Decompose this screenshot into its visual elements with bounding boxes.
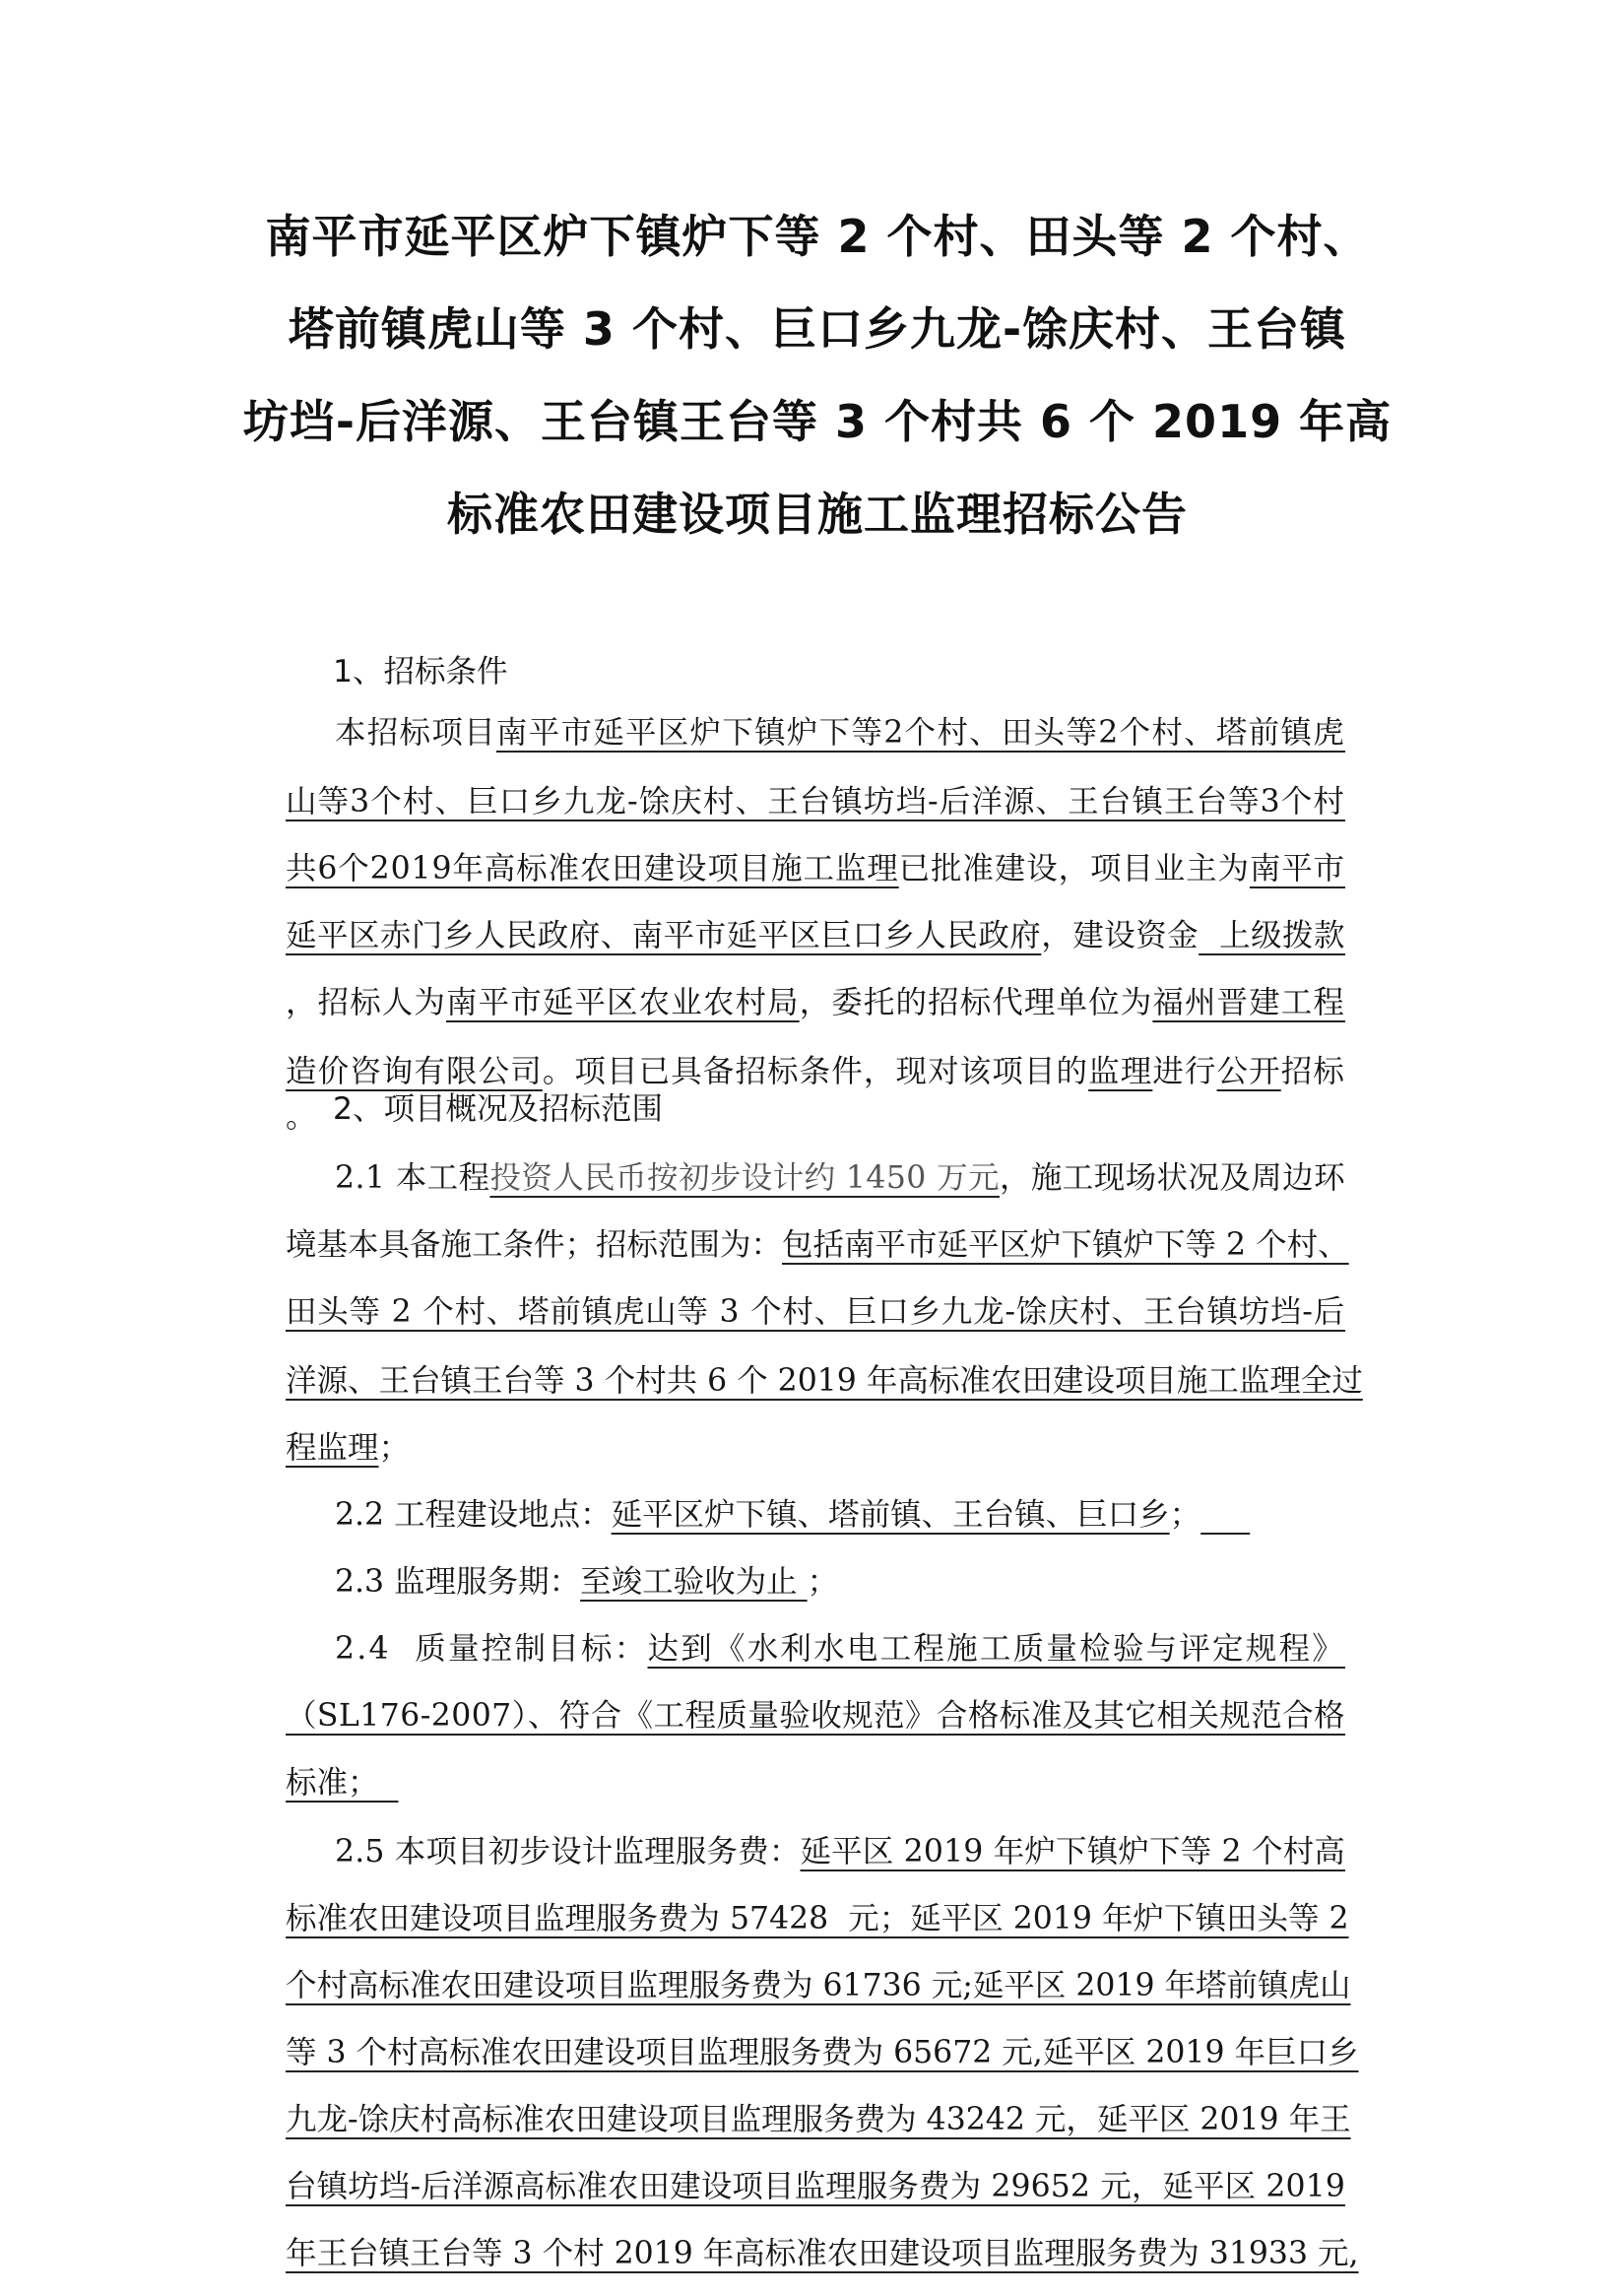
text-run: ，招标人为: [286, 985, 447, 1020]
title-line: 标准农田建设项目施工监理招标公告: [447, 488, 1188, 541]
paragraph-line: [286, 2163, 1345, 2210]
underlined-text: [1200, 1497, 1250, 1533]
paragraph-line: [286, 1692, 1345, 1739]
paragraph-line: [286, 1357, 1363, 1405]
paragraph-line: [286, 1093, 317, 1141]
paragraph-line: [335, 1491, 1250, 1539]
underlined-text: 监理: [1088, 1054, 1153, 1089]
text-run: ，施工现场状况及周边环: [999, 1160, 1345, 1196]
paragraph-line: [286, 2029, 1359, 2076]
section-1-heading: 1、招标条件: [333, 654, 508, 689]
underlined-text: 延平区 2019 年炉下镇炉下等 2 个村高: [800, 1834, 1345, 1870]
text-run: 2.1 本工程: [335, 1160, 490, 1196]
underlined-text: 上级拨款: [1199, 918, 1346, 953]
paragraph-line: [286, 2096, 1351, 2143]
underlined-text: 标准农田建设项目监理服务费为 57428 元；延平区 2019 年炉下镇田头等 2: [286, 1901, 1349, 1936]
paragraph-line: [286, 1759, 399, 1806]
text-run: ，建设资金: [1041, 918, 1200, 953]
underlined-text: 九龙-馀庆村高标准农田建设项目监理服务费为 43242 元，延平区 2019 年王: [286, 2102, 1351, 2137]
underlined-text: 个村高标准农田建设项目监理服务费为 61736 元;延平区 2019 年塔前镇虎山: [286, 1968, 1351, 2003]
underlined-text: 南平市延平区炉下镇炉下等2个村、田头等2个村、塔前镇虎: [495, 715, 1345, 751]
paragraph-line: [335, 1154, 1345, 1202]
paragraph-line: [286, 979, 1345, 1026]
paragraph-line: [286, 1895, 1349, 1942]
underlined-text: 田头等 2 个村、塔前镇虎山等 3 个村、巨口乡九龙-馀庆村、王台镇坊垱-后: [286, 1294, 1345, 1330]
paragraph-line: [286, 912, 1345, 959]
underlined-text: 等 3 个村高标准农田建设项目监理服务费为 65672 元,延平区 2019 年巨口乡: [286, 2035, 1359, 2070]
text-run: 2.5 本项目初步设计监理服务费：: [335, 1834, 801, 1870]
underlined-text: 南平市延平区农业农村局: [446, 985, 800, 1020]
paragraph-line: [286, 1221, 1349, 1269]
text-run: 2.2 工程建设地点：: [335, 1497, 612, 1533]
text-run: ，委托的招标代理单位为: [799, 985, 1153, 1020]
underlined-text: 南平市: [1249, 851, 1345, 886]
paragraph-line: [335, 1828, 1345, 1875]
text-run: 本招标项目: [335, 715, 496, 751]
text-run: 进行: [1152, 1054, 1217, 1089]
underlined-text: 福州晋建工程: [1152, 985, 1345, 1020]
underlined-text: 标准；: [286, 1765, 399, 1801]
title-line: 坊垱-后洋源、王台镇王台等 3 个村共 6 个 2019 年高: [242, 395, 1393, 448]
section-2-heading: 2、项目概况及招标范围: [333, 1091, 664, 1127]
underlined-text: 延平区炉下镇、塔前镇、王台镇、巨口乡: [611, 1497, 1170, 1533]
text-run: 已批准建设，项目业主为: [898, 851, 1250, 886]
title-line: 塔前镇虎山等 3 个村、巨口乡九龙-馀庆村、王台镇: [288, 302, 1347, 356]
text-run: ；: [807, 1564, 839, 1600]
text-run: ；: [378, 1430, 411, 1466]
paragraph-line: [286, 2230, 1359, 2277]
underlined-text: 山等3个村、巨口乡九龙-馀庆村、王台镇坊垱-后洋源、王台镇王台等3个村: [286, 784, 1345, 820]
text-run: 境基本具备施工条件；招标范围为：: [286, 1227, 783, 1263]
paragraph-line: [286, 778, 1345, 825]
underlined-text: 造价咨询有限公司: [286, 1054, 543, 1089]
underlined-text: 程监理: [286, 1430, 379, 1466]
paragraph-line: [286, 1962, 1351, 2009]
text-run: 。: [286, 1099, 317, 1135]
paragraph-line: [286, 845, 1345, 892]
underlined-text: 至竣工验收为止: [580, 1564, 808, 1600]
paragraph-line: [286, 1424, 410, 1472]
text-run: 招标: [1280, 1054, 1345, 1089]
paragraph-line: [335, 1625, 1345, 1673]
paragraph-line: [286, 1288, 1345, 1336]
underlined-text: （SL176-2007）、符合《工程质量验收规范》合格标准及其它相关规范合格: [286, 1698, 1345, 1734]
paragraph-line: [335, 709, 1345, 756]
underlined-text: 延平区赤门乡人民政府、南平市延平区巨口乡人民政府: [286, 918, 1042, 953]
underlined-text: 达到《水利水电工程施工质量检验与评定规程》: [647, 1631, 1345, 1667]
underlined-text: 共6个2019年高标准农田建设项目施工监理: [286, 851, 899, 886]
title-line: 南平市延平区炉下镇炉下等 2 个村、田头等 2 个村、: [265, 210, 1370, 263]
text-run: 。项目已具备招标条件，现对该项目的: [542, 1054, 1089, 1089]
text-run: 2.3 监理服务期：: [335, 1564, 581, 1600]
underlined-text: 年王台镇王台等 3 个村 2019 年高标准农田建设项目监理服务费为 31933 元,: [286, 2236, 1359, 2271]
underlined-text: 包括南平市延平区炉下镇炉下等 2 个村、: [782, 1227, 1349, 1263]
underlined-text: 台镇坊垱-后洋源高标准农田建设项目监理服务费为 29652 元，延平区 2019: [286, 2169, 1345, 2204]
text-run: 2.4 质量控制目标：: [335, 1631, 648, 1667]
underlined-text: 洋源、王台镇王台等 3 个村共 6 个 2019 年高标准农田建设项目施工监理全过: [286, 1363, 1363, 1399]
underlined-text: 公开: [1216, 1054, 1281, 1089]
text-run: ；: [1169, 1497, 1201, 1533]
underlined-text: 投资人民币按初步设计约 1450 万元: [489, 1160, 1000, 1196]
paragraph-line: [335, 1558, 838, 1606]
